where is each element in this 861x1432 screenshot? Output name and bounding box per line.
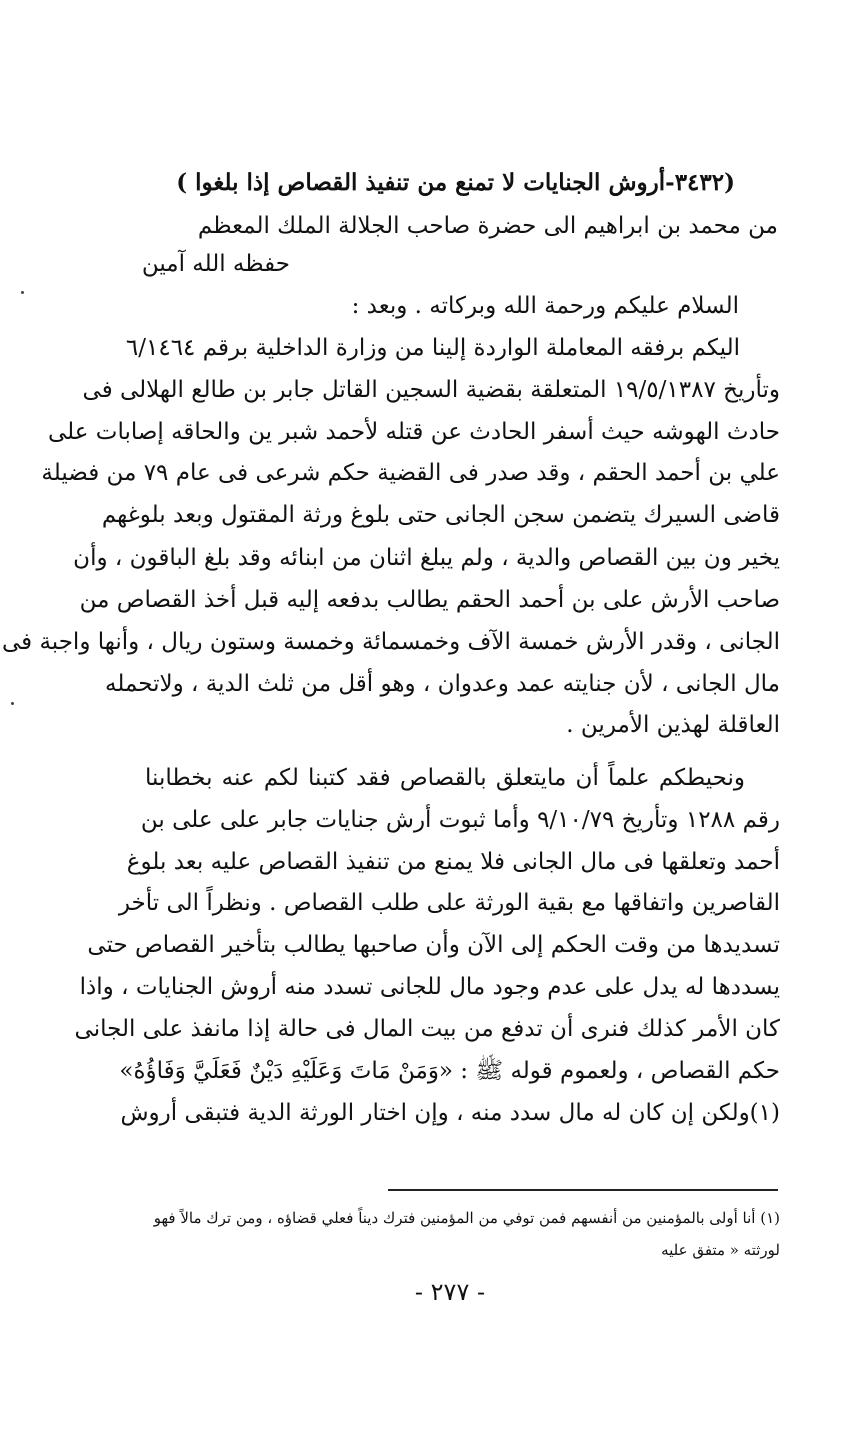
paragraph-line: أحمد وتعلقها فى مال الجانى فلا يمنع من تنفيذ القصاص عليه بعد بلوغ bbox=[126, 849, 780, 875]
paragraph-line: صاحب الأرش على بن أحمد الحقم يطالب بدفعه إليه قبل أخذ القصاص من bbox=[79, 587, 780, 613]
blessing-line: حفظه الله آمين bbox=[141, 251, 290, 277]
document-title: (٣٤٣٢-أروش الجنايات لا تمنع من تنفيذ القصاص إذا بلغوا ) bbox=[176, 169, 735, 196]
footnote-separator bbox=[388, 1189, 778, 1191]
paragraph-line: مال الجانى ، لأن جنايته عمد وعدوان ، وهو أقل من ثلث الدية ، ولاتحمله bbox=[105, 671, 780, 697]
page-number: - ٢٧٧ - bbox=[414, 1278, 486, 1306]
paragraph-line: العاقلة لهذين الأمرين . bbox=[566, 712, 780, 738]
paragraph-line: حكم القصاص ، ولعموم قوله ﷺ : «وَمَنْ مَاتَ وَعَلَيْهِ دَيْنٌ فَعَلَيَّ وَفَاؤُهُ» bbox=[119, 1058, 780, 1084]
scan-speck bbox=[11, 702, 14, 705]
paragraph-line: (١)ولكن إن كان له مال سدد منه ، وإن اختار الورثة الدية فتبقى أروش bbox=[120, 1100, 780, 1126]
paragraph-line: رقم ١٢٨٨ وتأريخ ٩/١٠/٧٩ وأما ثبوت أرش جنايات جابر على على بن bbox=[140, 807, 780, 833]
paragraph-line: القاصرين واتفاقها مع بقية الورثة على طلب القصاص . ونظراً الى تأخر bbox=[118, 890, 780, 916]
paragraph-line: كان الأمر كذلك فنرى أن تدفع من بيت المال فى حالة إذا مانفذ على الجانى bbox=[74, 1016, 780, 1042]
paragraph-line: الجانى ، وقدر الأرش خمسة الآف وخمسمائة وخمسة وستون ريال ، وأنها واجبة فى bbox=[1, 629, 780, 655]
paragraph-line: قاضى السيرك يتضمن سجن الجانى حتى بلوغ ورثة المقتول وبعد بلوغهم bbox=[101, 502, 780, 528]
paragraph-line: حادث الهوشه حيث أسفر الحادث عن قتله لأحمد شبر ين والحاقه إصابات على bbox=[47, 419, 780, 445]
sender-line: من محمد بن ابراهيم الى حضرة صاحب الجلالة الملك المعظم bbox=[197, 213, 778, 239]
paragraph-line: تسديدها من وقت الحكم إلى الآن وأن صاحبها يطالب بتأخير القصاص حتى bbox=[87, 932, 780, 958]
paragraph-line: علي بن أحمد الحقم ، وقد صدر فى القضية حكم شرعى فى عام ٧٩ من فضيلة bbox=[41, 460, 780, 486]
paragraph-line: اليكم برفقه المعاملة الواردة إلينا من وزارة الداخلية برقم ٦/١٤٦٤ bbox=[125, 335, 740, 361]
paragraph-line: وتأريخ ١٩/٥/١٣٨٧ المتعلقة بقضية السجين القاتل جابر بن طالع الهلالى فى bbox=[82, 377, 780, 403]
scan-speck bbox=[21, 291, 24, 294]
footnote-line: لورثته « متفق عليه bbox=[661, 1241, 780, 1259]
paragraph-line: يخير ون بين القصاص والدية ، ولم يبلغ اثنان من ابنائه وقد بلغ الباقون ، وأن bbox=[73, 545, 780, 571]
paragraph-line: ونحيطكم علماً أن مايتعلق بالقصاص فقد كتبنا لكم عنه بخطابنا bbox=[145, 765, 745, 791]
paragraph-line: يسددها له يدل على عدم وجود مال للجانى تسدد منه أروش الجنايات ، واذا bbox=[79, 974, 780, 1000]
footnote-line: (١) أنا أولى بالمؤمنين من أنفسهم فمن توفي من المؤمنين فترك ديناً فعلي قضاؤه ، ومن ترك مالاً فهو bbox=[153, 1209, 780, 1227]
greeting-line: السلام عليكم ورحمة الله وبركاته . وبعد : bbox=[351, 293, 739, 319]
